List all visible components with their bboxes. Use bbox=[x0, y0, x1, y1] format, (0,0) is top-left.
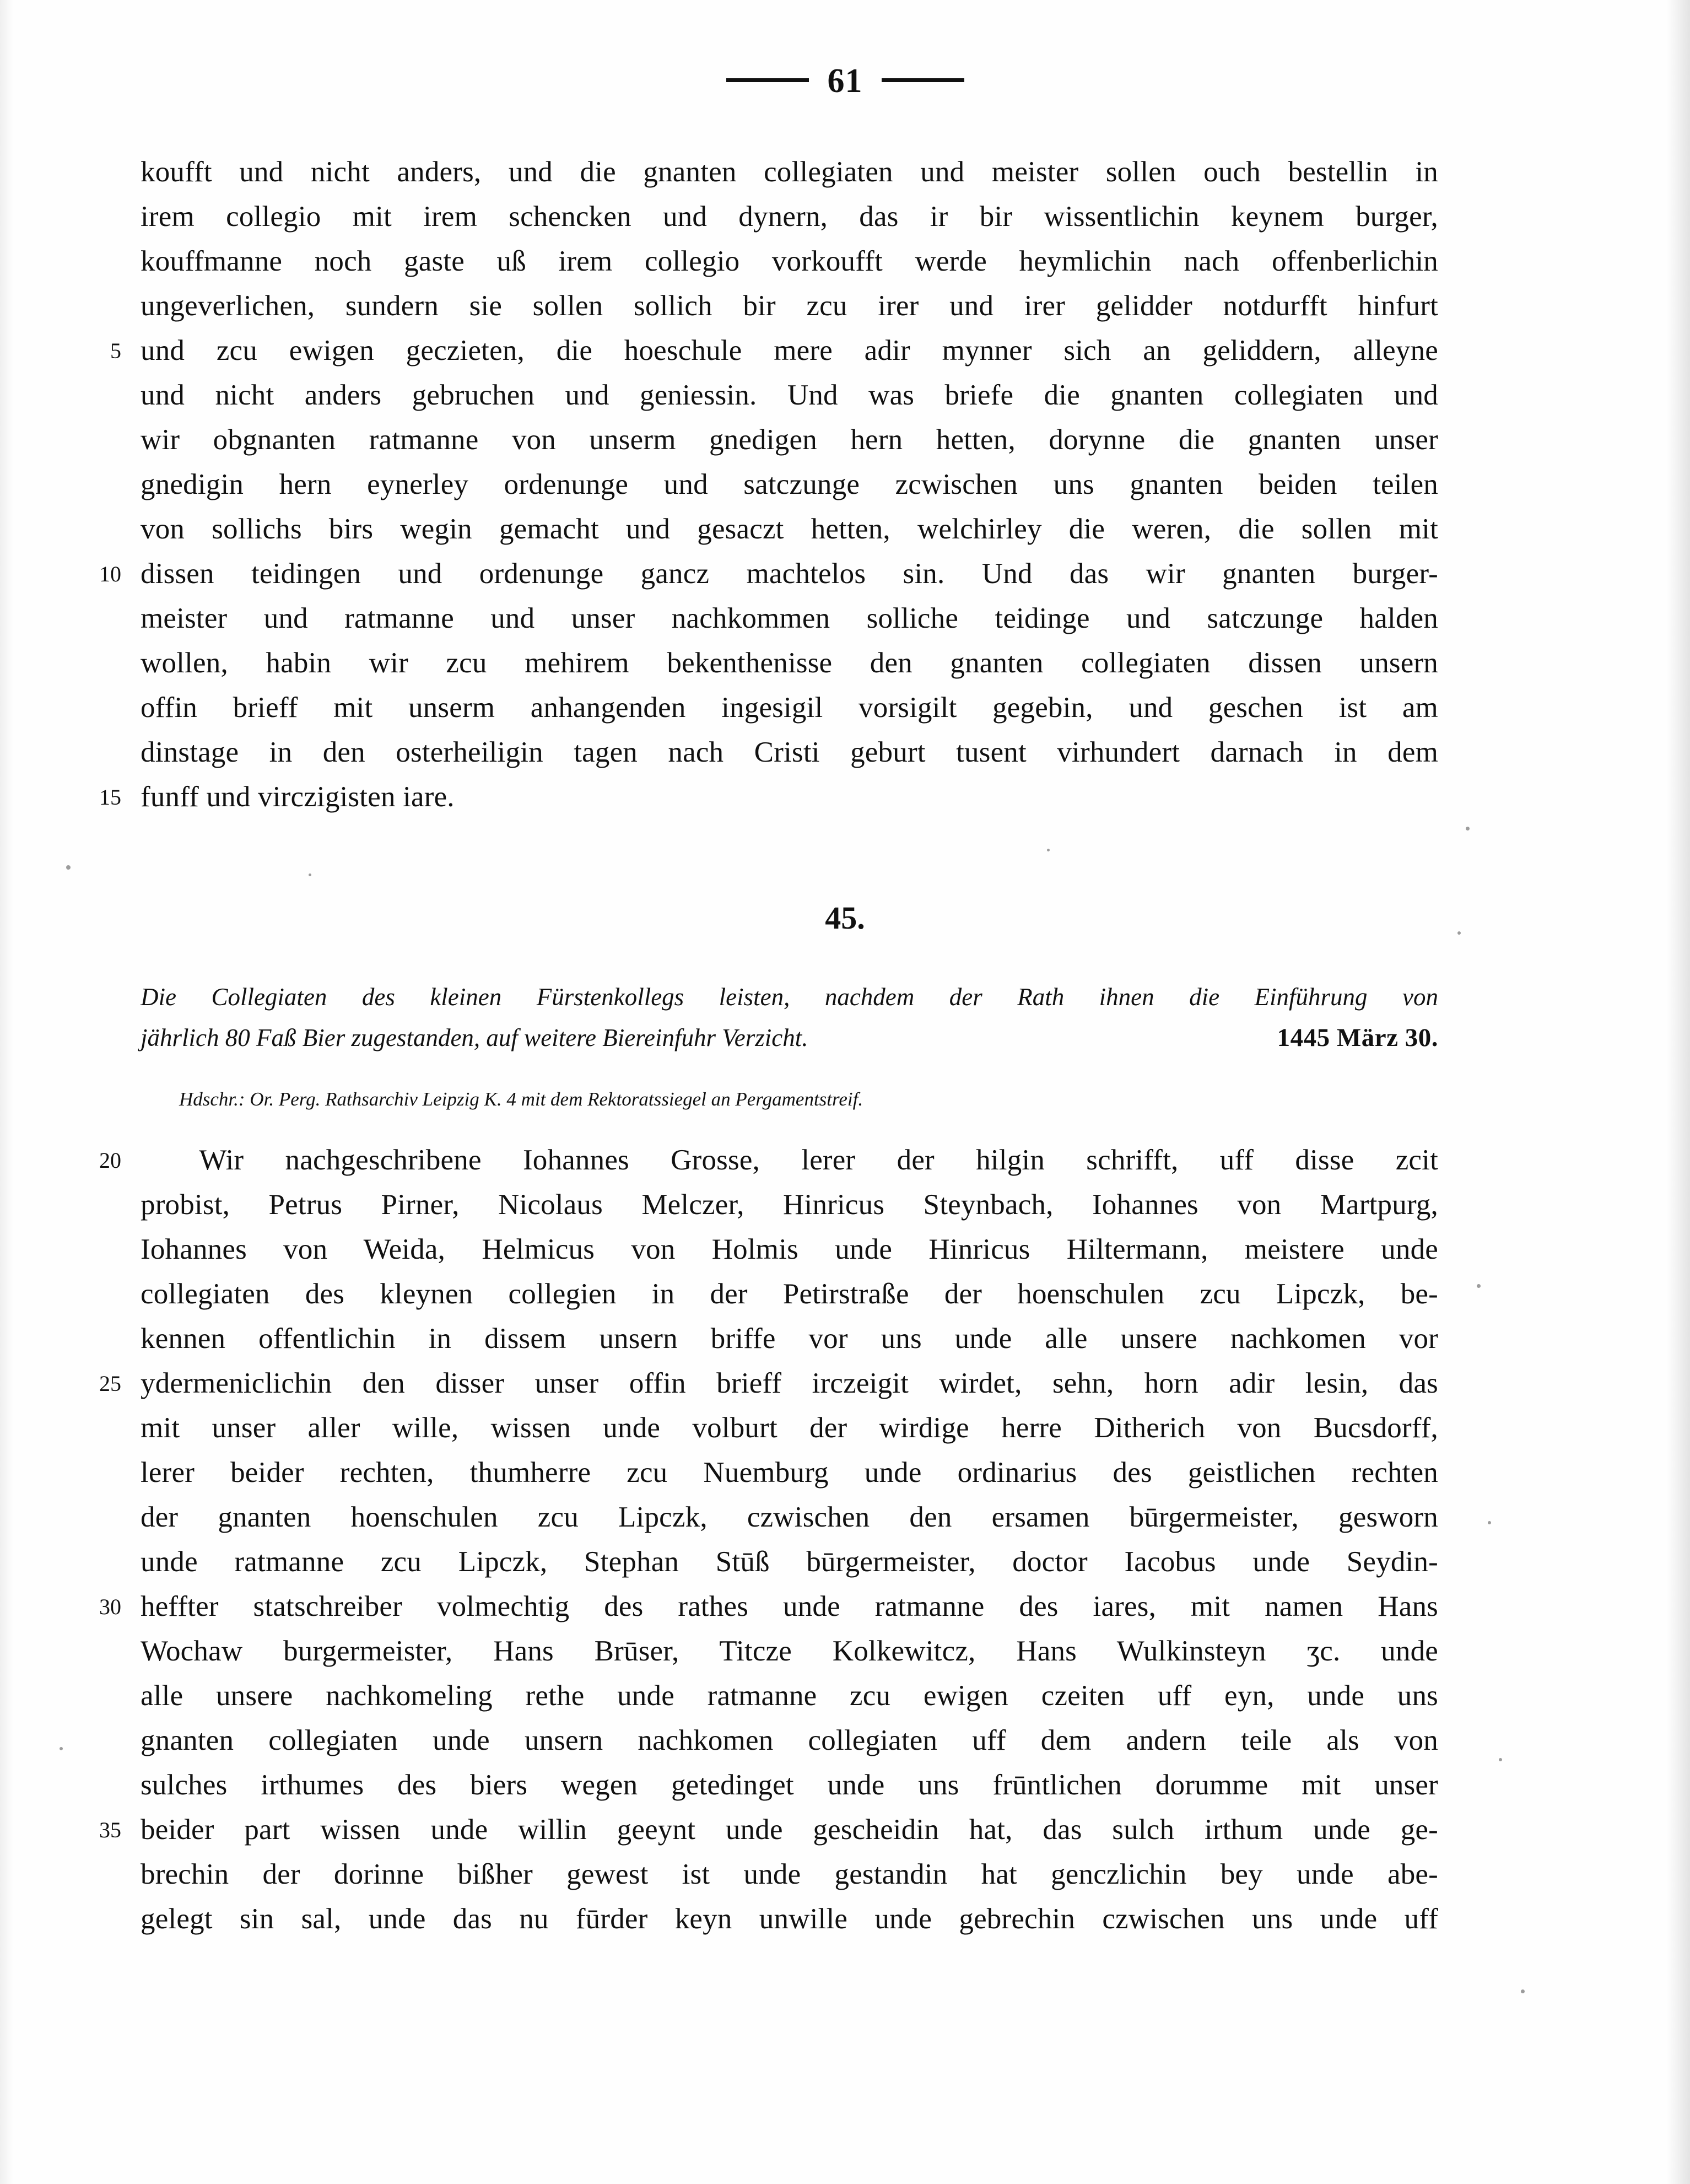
line-text: heffter statschreiber volmechtig des rathes unde ratmanne des iares, mit namen Hans bbox=[141, 1590, 1438, 1622]
line-text: und zcu ewigen geczieten, die hoeschule mere adir mynner sich an geliddern, alleyne bbox=[141, 335, 1438, 366]
text-line bbox=[141, 418, 1438, 462]
text-line bbox=[141, 507, 1438, 552]
text-line bbox=[141, 1450, 1438, 1495]
text-line bbox=[141, 730, 1438, 775]
line-number: 25 bbox=[99, 1371, 121, 1396]
document-number-heading: 45. bbox=[825, 900, 865, 936]
charter-45-body bbox=[99, 1138, 1438, 1942]
text-line bbox=[99, 1584, 1438, 1629]
scan-speck bbox=[66, 865, 71, 870]
text-line bbox=[141, 1540, 1438, 1584]
regest-line-2-row bbox=[141, 1017, 1438, 1058]
line-text: dissen teidingen und ordenunge gancz machtelos sin. Und das wir gnanten burger- bbox=[141, 558, 1438, 590]
text-line bbox=[99, 775, 1438, 819]
text-line bbox=[141, 641, 1438, 686]
head-rule-right bbox=[882, 78, 964, 82]
line-text: mit unser aller wille, wissen unde volburt der wirdige herre Ditherich von Bucsdorff, bbox=[141, 1412, 1438, 1444]
line-text: der gnanten hoenschulen zcu Lipczk, czwischen den ersamen būrgermeister, gesworn bbox=[141, 1501, 1438, 1533]
line-text: probist, Petrus Pirner, Nicolaus Melczer, Hinricus Steynbach, Iohannes von Martpurg, bbox=[141, 1189, 1438, 1221]
line-number: 35 bbox=[99, 1818, 121, 1842]
text-line bbox=[141, 373, 1438, 418]
scan-speck bbox=[309, 873, 311, 876]
scan-edge-artifact-left bbox=[0, 0, 17, 2184]
text-line bbox=[141, 1718, 1438, 1763]
line-text: Wir nachgeschribene Iohannes Grosse, lerer der hilgin schrifft, uff disse zcit bbox=[141, 1144, 1438, 1176]
line-text: kennen offentlichin in dissem unsern briffe vor uns unde alle unsere nachkomen vor bbox=[141, 1323, 1438, 1355]
line-text: sulches irthumes des biers wegen getedinget unde uns frūntlichen dorumme mit unser bbox=[141, 1769, 1438, 1801]
line-text: gelegt sin sal, unde das nu fūrder keyn unwille unde gebrechin czwischen uns unde uff bbox=[141, 1903, 1438, 1935]
scan-speck bbox=[1047, 849, 1050, 851]
text-line bbox=[141, 1763, 1438, 1808]
text-line bbox=[99, 1808, 1438, 1852]
text-line bbox=[141, 1227, 1438, 1272]
page-number: 61 bbox=[827, 62, 863, 100]
scan-speck bbox=[1521, 1989, 1525, 1993]
text-line bbox=[99, 1361, 1438, 1406]
text-line bbox=[141, 1272, 1438, 1317]
text-line bbox=[141, 596, 1438, 641]
text-line bbox=[141, 284, 1438, 328]
text-line bbox=[141, 1897, 1438, 1942]
line-text: wir obgnanten ratmanne von unserm gnedigen hern hetten, dorynne die gnanten unser bbox=[141, 424, 1438, 456]
text-line bbox=[141, 462, 1438, 507]
text-line bbox=[110, 328, 1438, 373]
line-text: von sollichs birs wegin gemacht und gesaczt hetten, welchirley die weren, die sollen mit bbox=[141, 513, 1438, 545]
line-text: unde ratmanne zcu Lipczk, Stephan Stūß būrgermeister, doctor Iacobus unde Seydin- bbox=[141, 1546, 1438, 1578]
line-text: alle unsere nachkomeling rethe unde ratmanne zcu ewigen czeiten uff eyn, unde uns bbox=[141, 1680, 1438, 1712]
scan-speck bbox=[1477, 1284, 1481, 1288]
line-number: 15 bbox=[99, 785, 121, 810]
text-line bbox=[141, 1852, 1438, 1897]
line-text: ydermeniclichin den disser unser offin brieff irczeigit wirdet, sehn, horn adir lesin, das bbox=[141, 1367, 1438, 1399]
text-line bbox=[141, 195, 1438, 239]
line-text: offin brieff mit unserm anhangenden ingesigil vorsigilt gegebin, und geschen ist am bbox=[141, 692, 1438, 724]
scan-edge-artifact-right bbox=[1657, 0, 1690, 2184]
line-text: meister und ratmanne und unser nachkommen solliche teidinge und satczunge halden bbox=[141, 602, 1438, 634]
line-text: irem collegio mit irem schencken und dynern, das ir bir wissentlichin keynem burger, bbox=[141, 201, 1438, 233]
text-line bbox=[141, 1495, 1438, 1540]
text-line bbox=[141, 1674, 1438, 1718]
source-note: Hdschr.: Or. Perg. Rathsarchiv Leipzig K. 4 mit dem Rektoratssiegel an Pergamentstreif. bbox=[179, 1088, 863, 1110]
scan-speck bbox=[1488, 1521, 1491, 1524]
line-text: koufft und nicht anders, und die gnanten collegiaten und meister sollen ouch bestellin in bbox=[141, 156, 1438, 188]
text-line bbox=[141, 1629, 1438, 1674]
charter-44-continuation-body bbox=[99, 150, 1438, 819]
line-text: collegiaten des kleynen collegien in der Petirstraße der hoenschulen zcu Lipczk, be- bbox=[141, 1278, 1438, 1310]
line-text: beider part wissen unde willin geeynt unde gescheidin hat, das sulch irthum unde ge- bbox=[141, 1814, 1438, 1846]
line-text: dinstage in den osterheiligin tagen nach Cristi geburt tusent virhundert darnach in dem bbox=[141, 736, 1438, 768]
line-text: brechin der dorinne bißher gewest ist unde gestandin hat genczlichin bey unde abe- bbox=[141, 1858, 1438, 1890]
line-text: kouffmanne noch gaste uß irem collegio vorkoufft werde heymlichin nach offenberlichin bbox=[141, 245, 1438, 277]
text-line bbox=[141, 1406, 1438, 1450]
line-text: und nicht anders gebruchen und geniessin. Und was briefe die gnanten collegiaten und bbox=[141, 379, 1438, 411]
line-text: Wochaw burgermeister, Hans Brūser, Titcze Kolkewitcz, Hans Wulkinsteyn ʒc. unde bbox=[141, 1635, 1438, 1667]
running-head bbox=[0, 62, 1690, 101]
line-number: 30 bbox=[99, 1594, 121, 1619]
line-text: funff und virczigisten iare. bbox=[141, 781, 455, 813]
text-line bbox=[99, 1138, 1438, 1183]
regest-line-1: Die Collegiaten des kleinen Fürstenkollegs leisten, nachdem der Rath ihnen die Einführung von bbox=[141, 983, 1438, 1011]
line-number: 20 bbox=[99, 1148, 121, 1173]
line-text: wollen, habin wir zcu mehirem bekenthenisse den gnanten collegiaten dissen unsern bbox=[141, 647, 1438, 679]
line-text: gnedigin hern eynerley ordenunge und satczunge zcwischen uns gnanten beiden teilen bbox=[141, 468, 1438, 500]
text-line bbox=[99, 552, 1438, 596]
line-text: Iohannes von Weida, Helmicus von Holmis unde Hinricus Hiltermann, meistere unde bbox=[141, 1233, 1438, 1265]
head-rule-left bbox=[726, 78, 809, 82]
text-line bbox=[141, 150, 1438, 195]
regest bbox=[141, 977, 1438, 1058]
line-text: lerer beider rechten, thumherre zcu Nuemburg unde ordinarius des geistlichen rechten bbox=[141, 1457, 1438, 1489]
charter-date: 1445 März 30. bbox=[1277, 1023, 1438, 1052]
regest-line-2: jährlich 80 Faß Bier zugestanden, auf weitere Biereinfuhr Verzicht. bbox=[141, 1024, 808, 1051]
line-text: gnanten collegiaten unde unsern nachkomen collegiaten uff dem andern teile als von bbox=[141, 1724, 1438, 1756]
text-line bbox=[141, 239, 1438, 284]
text-line bbox=[141, 686, 1438, 730]
scan-speck bbox=[60, 1747, 63, 1750]
text-line bbox=[141, 1183, 1438, 1227]
scan-speck bbox=[1466, 827, 1470, 831]
line-text: ungeverlichen, sundern sie sollen sollich bir zcu irer und irer gelidder notdurfft hinfurt bbox=[141, 290, 1438, 322]
line-number: 5 bbox=[110, 338, 121, 363]
line-number: 10 bbox=[99, 562, 121, 586]
text-line bbox=[141, 1317, 1438, 1361]
scan-speck bbox=[1499, 1758, 1502, 1761]
